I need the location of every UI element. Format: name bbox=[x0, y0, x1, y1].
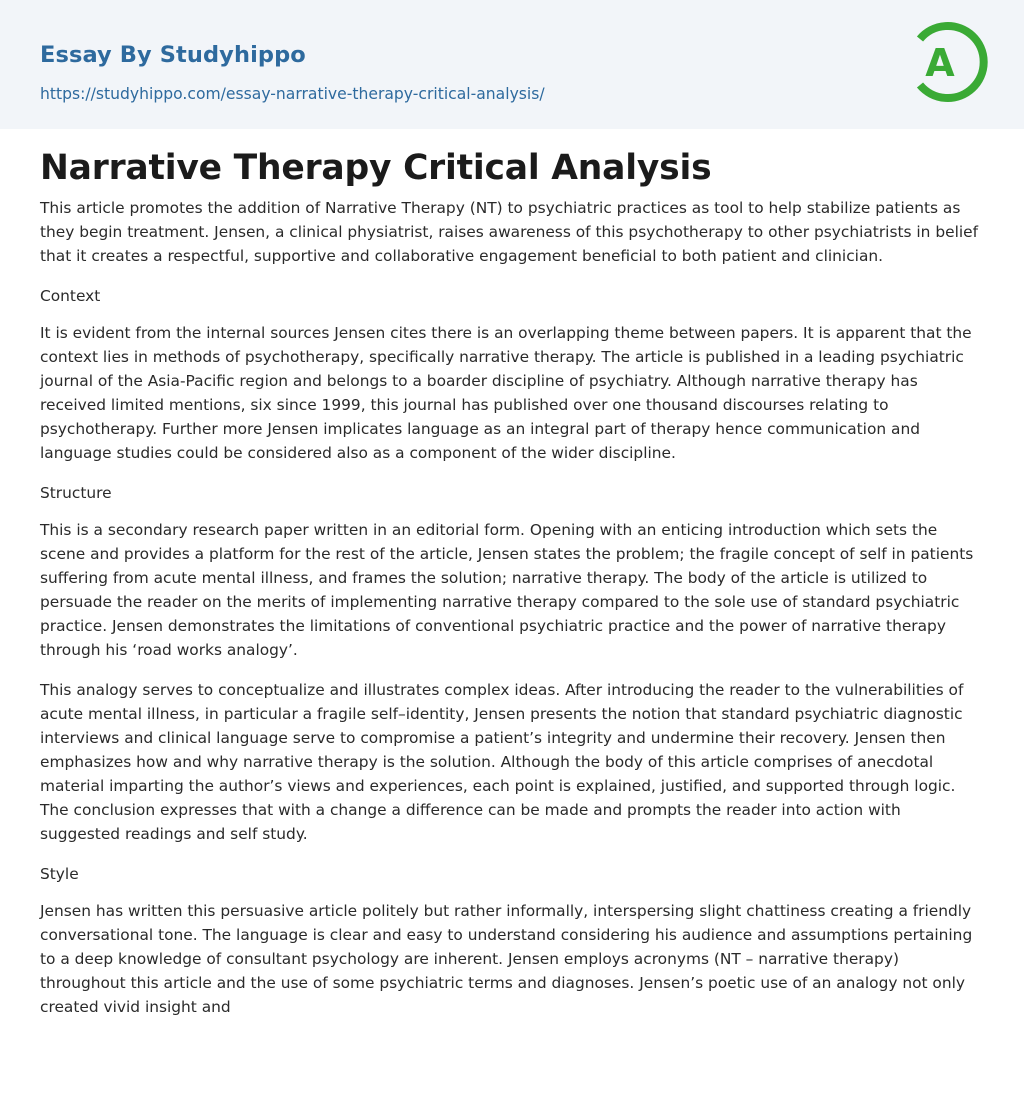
studyhippo-logo-icon[interactable] bbox=[908, 18, 988, 106]
brand-title[interactable]: Essay By Studyhippo bbox=[40, 42, 306, 68]
section-heading-context: Context bbox=[40, 287, 101, 305]
source-url-link[interactable]: https://studyhippo.com/essay-narrative-therapy-critical-analysis/ bbox=[40, 85, 545, 103]
section-heading-structure: Structure bbox=[40, 484, 112, 502]
style-paragraph: Jensen has written this persuasive article politely but rather informally, interspersing slight chattiness creating a friendly conversational tone. The language is clear and easy to understand considering his audience and assumptions pertaining to a deep knowledge of consultant psychology are inherent. Jensen employs acronyms (NT – narrative therapy) throughout this article and the use of some psychiatric terms and diagnoses. Jensen’s poetic use of an analogy not only created vivid insight and bbox=[40, 902, 973, 1016]
structure-paragraph-1: This is a secondary research paper written in an editorial form. Opening with an enticing introduction which sets the scene and provides a platform for the rest of the article, Jensen states the problem; the fragile concept of self in patients suffering from acute mental illness, and frames the solution; narrative therapy. The body of the article is utilized to persuade the reader on the merits of implementing narrative therapy compared to the sole use of standard psychiatric practice. Jensen demonstrates the limitations of conventional psychiatric practice and the power of narrative therapy through his ‘road works analogy’. bbox=[40, 521, 974, 659]
article-body bbox=[40, 140, 984, 1019]
page-title: Narrative Therapy Critical Analysis bbox=[40, 148, 712, 188]
section-heading-style: Style bbox=[40, 865, 79, 883]
context-paragraph: It is evident from the internal sources Jensen cites there is an overlapping theme between papers. It is apparent that the context lies in methods of psychotherapy, specifically narrative therapy. The article is published in a leading psychiatric journal of the Asia-Pacific region and belongs to a boarder discipline of psychiatry. Although narrative therapy has received limited mentions, six since 1999, this journal has published over one thousand discourses relating to psychotherapy. Further more Jensen implicates language as an integral part of therapy hence communication and language studies could be considered also as a component of the wider discipline. bbox=[40, 324, 972, 462]
structure-paragraph-2: This analogy serves to conceptualize and illustrates complex ideas. After introducing the reader to the vulnerabilities of acute mental illness, in particular a fragile self–identity, Jensen presents the notion that standard psychiatric diagnostic interviews and clinical language serve to compromise a patient’s integrity and undermine their recovery. Jensen then emphasizes how and why narrative therapy is the solution. Although the body of this article comprises of anecdotal material imparting the author’s views and experiences, each point is explained, justified, and supported through logic. The conclusion expresses that with a change a difference can be made and prompts the reader into action with suggested readings and self study. bbox=[40, 681, 964, 843]
intro-paragraph: This article promotes the addition of Narrative Therapy (NT) to psychiatric practices as tool to help stabilize patients as they begin treatment. Jensen, a clinical physiatrist, raises awareness of this psychotherapy to other psychiatrists in belief that it creates a respectful, supportive and collaborative engagement beneficial to both patient and clinician. bbox=[40, 199, 979, 265]
logo-letter: A bbox=[925, 41, 955, 85]
site-header bbox=[0, 0, 1024, 129]
